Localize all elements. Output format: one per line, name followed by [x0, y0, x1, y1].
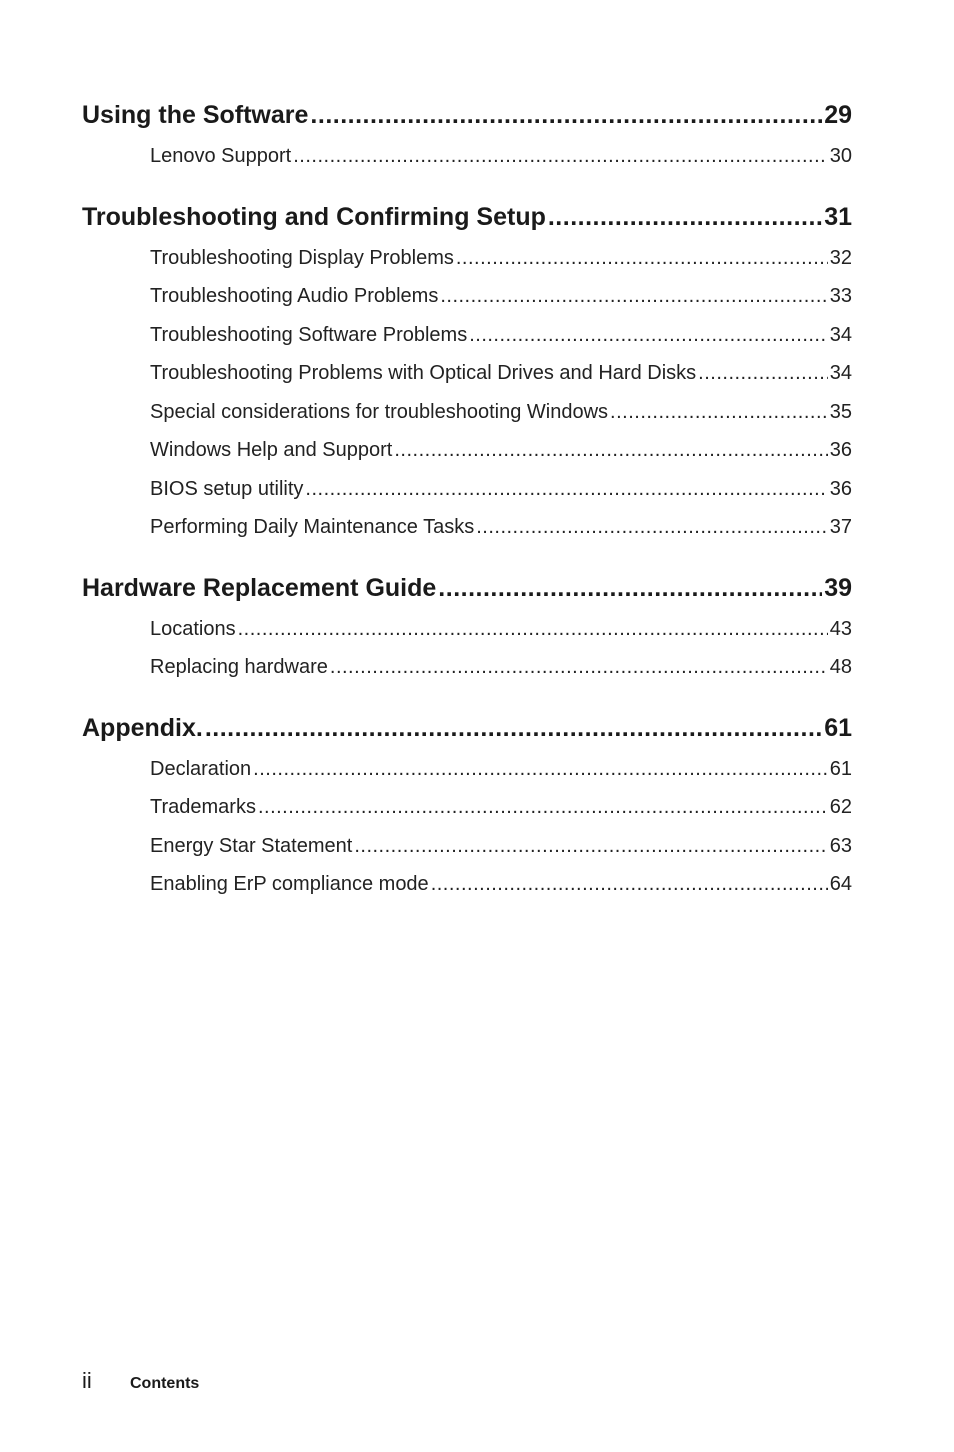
dot-leader — [205, 709, 822, 748]
footer-title: Contents — [130, 1375, 200, 1392]
entry-page-number: 61 — [829, 757, 852, 780]
dot-leader — [394, 431, 827, 470]
heading-title: Troubleshooting and Confirming Setup — [82, 202, 546, 231]
toc-entry[interactable] — [150, 610, 852, 649]
toc-entry[interactable] — [150, 750, 852, 789]
heading-page-number: 29 — [824, 101, 852, 129]
entry-title: Trademarks — [150, 796, 256, 818]
heading-page-number: 31 — [824, 202, 852, 231]
entry-title: Troubleshooting Display Problems — [150, 246, 454, 269]
toc-section — [82, 198, 852, 547]
toc-entry[interactable] — [150, 865, 852, 904]
entry-title: Energy Star Statement — [150, 834, 353, 857]
heading-page-number: 61 — [824, 713, 852, 742]
entry-title: Locations — [150, 617, 236, 640]
entry-title: Lenovo Support — [150, 145, 292, 167]
toc-section — [82, 96, 852, 176]
toc-entry[interactable] — [150, 470, 852, 509]
entry-title: Special considerations for troubleshooting Windows — [150, 400, 609, 423]
toc-entry[interactable] — [150, 277, 852, 316]
toc-section — [82, 709, 852, 904]
entry-page-number: 62 — [829, 796, 852, 818]
entry-page-number: 36 — [829, 439, 852, 461]
entry-title: Replacing hardware — [150, 656, 328, 678]
toc-entry[interactable] — [150, 137, 852, 176]
entry-page-number: 35 — [829, 400, 852, 423]
dot-leader — [431, 865, 828, 904]
entry-page-number: 43 — [829, 617, 852, 640]
dot-leader — [354, 827, 827, 866]
dot-leader — [548, 198, 822, 237]
entry-title: BIOS setup utility — [150, 477, 304, 500]
dot-leader — [476, 508, 828, 547]
toc-entry[interactable] — [150, 354, 852, 393]
toc-entry[interactable] — [150, 393, 852, 432]
entry-page-number: 33 — [829, 285, 852, 307]
toc-entry[interactable] — [150, 508, 852, 547]
entry-page-number: 48 — [829, 656, 852, 678]
toc-entry[interactable] — [150, 431, 852, 470]
page-footer — [82, 1368, 199, 1394]
dot-leader — [610, 393, 828, 432]
entry-page-number: 34 — [829, 362, 852, 384]
heading-page-number: 39 — [824, 573, 852, 602]
dot-leader — [440, 277, 827, 316]
toc-entry[interactable] — [150, 316, 852, 355]
toc-entry[interactable] — [150, 239, 852, 278]
dot-leader — [698, 354, 828, 393]
heading-title: Hardware Replacement Guide — [82, 573, 437, 602]
dot-leader — [456, 239, 828, 278]
entry-page-number: 32 — [829, 246, 852, 269]
heading-title: Appendix. — [82, 713, 203, 742]
toc-entry[interactable] — [150, 648, 852, 687]
entry-title: Troubleshooting Problems with Optical Drives and Hard Disks — [150, 362, 697, 384]
footer-page-number: ii — [82, 1368, 92, 1393]
dot-leader — [310, 96, 822, 135]
toc-heading[interactable] — [82, 96, 852, 135]
entry-title: Enabling ErP compliance mode — [150, 873, 429, 895]
entry-page-number: 34 — [829, 323, 852, 346]
entry-title: Troubleshooting Software Problems — [150, 323, 468, 346]
entry-page-number: 64 — [829, 873, 852, 895]
dot-leader — [258, 788, 828, 827]
toc-heading[interactable] — [82, 569, 852, 608]
dot-leader — [293, 137, 828, 176]
entry-page-number: 37 — [829, 516, 852, 538]
dot-leader — [330, 648, 828, 687]
toc-entry[interactable] — [150, 827, 852, 866]
heading-title: Using the Software — [82, 101, 309, 129]
dot-leader — [469, 316, 828, 355]
table-of-contents — [82, 96, 852, 926]
dot-leader — [253, 750, 828, 789]
entry-page-number: 30 — [829, 145, 852, 167]
entry-page-number: 63 — [829, 834, 852, 857]
toc-section — [82, 569, 852, 687]
toc-heading[interactable] — [82, 709, 852, 748]
dot-leader — [438, 569, 822, 608]
entry-title: Troubleshooting Audio Problems — [150, 285, 439, 307]
toc-entry[interactable] — [150, 788, 852, 827]
entry-title: Declaration — [150, 757, 252, 780]
toc-heading[interactable] — [82, 198, 852, 237]
entry-title: Performing Daily Maintenance Tasks — [150, 516, 475, 538]
dot-leader — [238, 610, 828, 649]
entry-title: Windows Help and Support — [150, 439, 393, 461]
dot-leader — [305, 470, 827, 509]
entry-page-number: 36 — [829, 477, 852, 500]
